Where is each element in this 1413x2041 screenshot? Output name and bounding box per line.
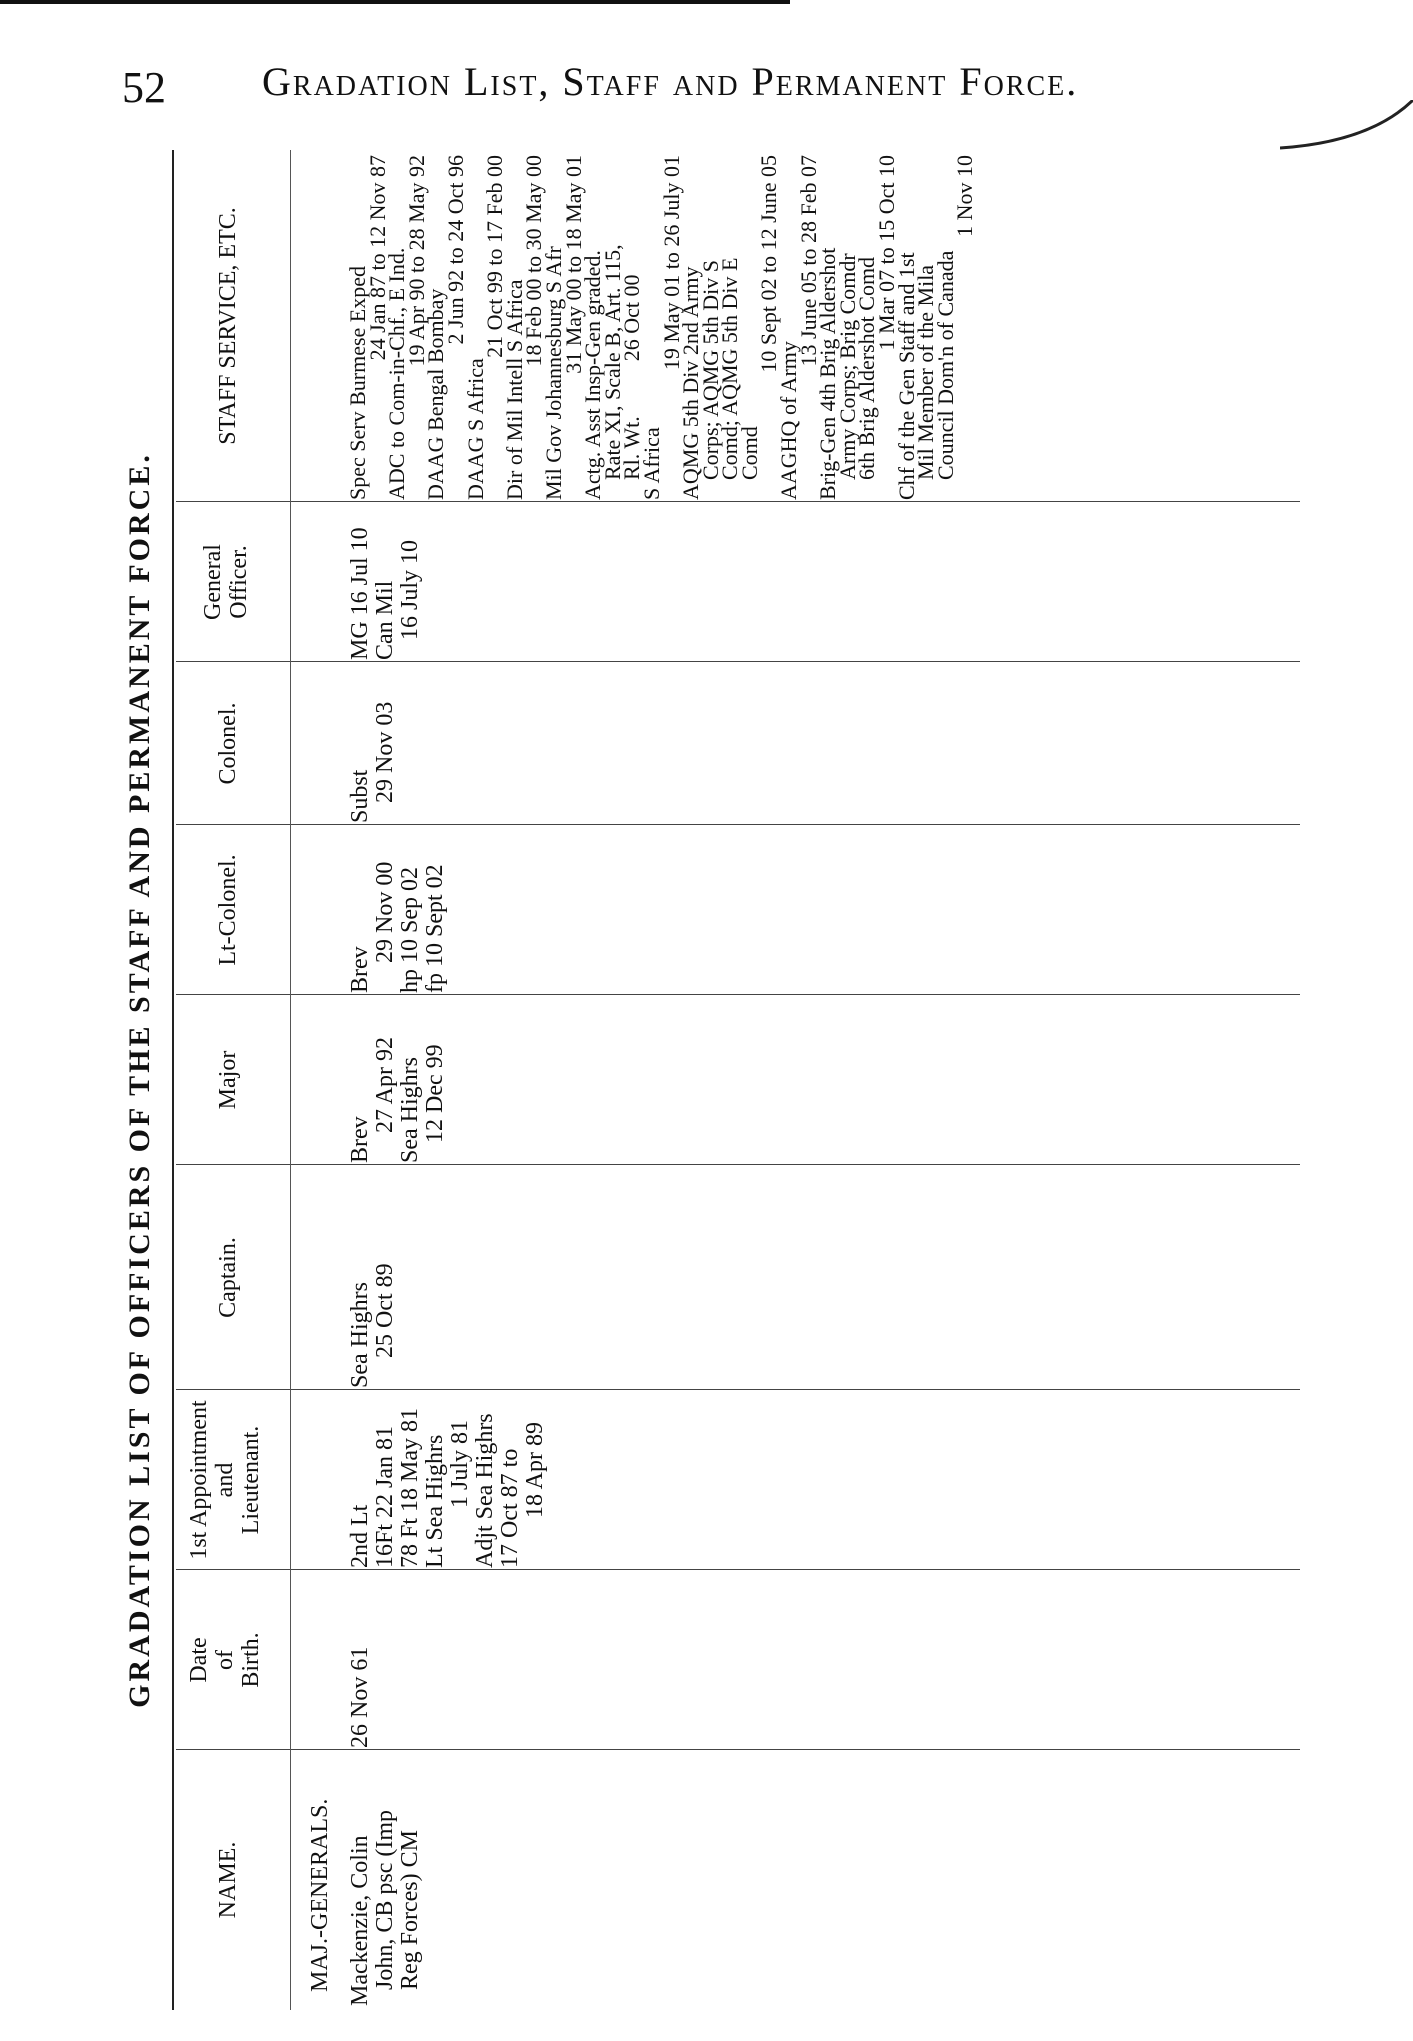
col-sep-1 (176, 1749, 1300, 1750)
header-colonel: Colonel. (215, 702, 241, 785)
running-head: Gradation List, Staff and Permanent Force. (262, 59, 1079, 104)
header-captain: Captain. (215, 1237, 241, 1318)
header-general-officer: General Officer. (200, 544, 252, 620)
header-lt-colonel: Lt-Colonel. (215, 854, 241, 966)
col-sep-8 (176, 501, 1300, 502)
entry-colonel: Subst 29 Nov 03 (347, 701, 398, 823)
header-first-appointment: 1st Appointment and Lieutenant. (186, 1400, 264, 1560)
col-sep-7 (176, 661, 1300, 662)
header-name: NAME. (215, 1841, 241, 1919)
section-label: MAJ.-GENERALS. (307, 1798, 333, 1992)
entry-major: Brev 27 Apr 92 Sea Highrs 12 Dec 99 (347, 1037, 448, 1163)
page-number: 52 (122, 63, 166, 112)
header-dob: Date of Birth. (186, 1632, 264, 1688)
entry-first-appointment: 2nd Lt 16Ft 22 Jan 81 78 Ft 18 May 81 Lt Sea Highrs 1 July 81 Adjt Sea Highrs 17 Oct 87 to 18 Apr 89 (347, 1407, 548, 1568)
col-sep-2 (176, 1569, 1300, 1570)
top-rule (0, 0, 790, 4)
entry-staff-service: Spec Serv Burmese Exped 24 Jan 87 to 12 Nov 87 ADC to Com-in-Chf., E Ind. 19 Apr 90 to 28 May 92 DAAG Bengal Bombay 2 Jun 92 to 24 Oct 96 DAAG S Africa 21 Oct 99 to 17 Feb 00 Dir of Mil Intell S Africa 18 Feb 00 to 30 May 00 Mil Gov Johannesburg S Afr 31 May 00 to 18 May 01 Actg. Asst Insp-Gen graded. Rate XI, Scale B, Art. 115, Rl. Wt. 26 Oct 00 S Africa 19 May 01 to 26 July 01 AQMG 5th Div 2nd Army Corps; AQMG 5th Div S Comd; AQMG 5th Div E Comd 10 Sept 02 to 12 June 05 AAGHQ of Army 13 June 05 to 28 Feb 07 Brig-Gen 4th Brig Aldershot Army Corps; Brig Comdr 6th Brig Aldershot Comd 1 Mar 07 to 15 Oct 10 Chf of the Gen Staff and 1st Mil Member of the Mila Council Dom'n of Canada 1 Nov 10 (345, 155, 978, 500)
col-sep-4 (176, 1164, 1300, 1165)
header-staff-service: STAFF SERVICE, ETC. (215, 207, 241, 445)
entry-general-officer: MG 16 Jul 10 Can Mil 16 July 10 (347, 527, 423, 660)
rotated-table (120, 150, 1300, 2010)
entry-dob: 26 Nov 61 (347, 1646, 373, 1748)
header-major: Major (215, 1050, 241, 1110)
entry-lt-colonel: Brev 29 Nov 00 hp 10 Sep 02 fp 10 Sept 02 (347, 861, 448, 993)
table-title: GRADATION LIST OF OFFICERS OF THE STAFF AND PERMANENT FORCE. (123, 452, 156, 1708)
table-frame (172, 150, 174, 2010)
entry-name: Mackenzie, Colin John, CB psc (Imp Reg Forces) CM (347, 1810, 423, 2006)
col-sep-5 (176, 994, 1300, 995)
entry-captain: Sea Highrs 25 Oct 89 (347, 1263, 398, 1388)
header-rule (290, 150, 291, 2010)
col-sep-3 (176, 1389, 1300, 1390)
col-sep-6 (176, 824, 1300, 825)
